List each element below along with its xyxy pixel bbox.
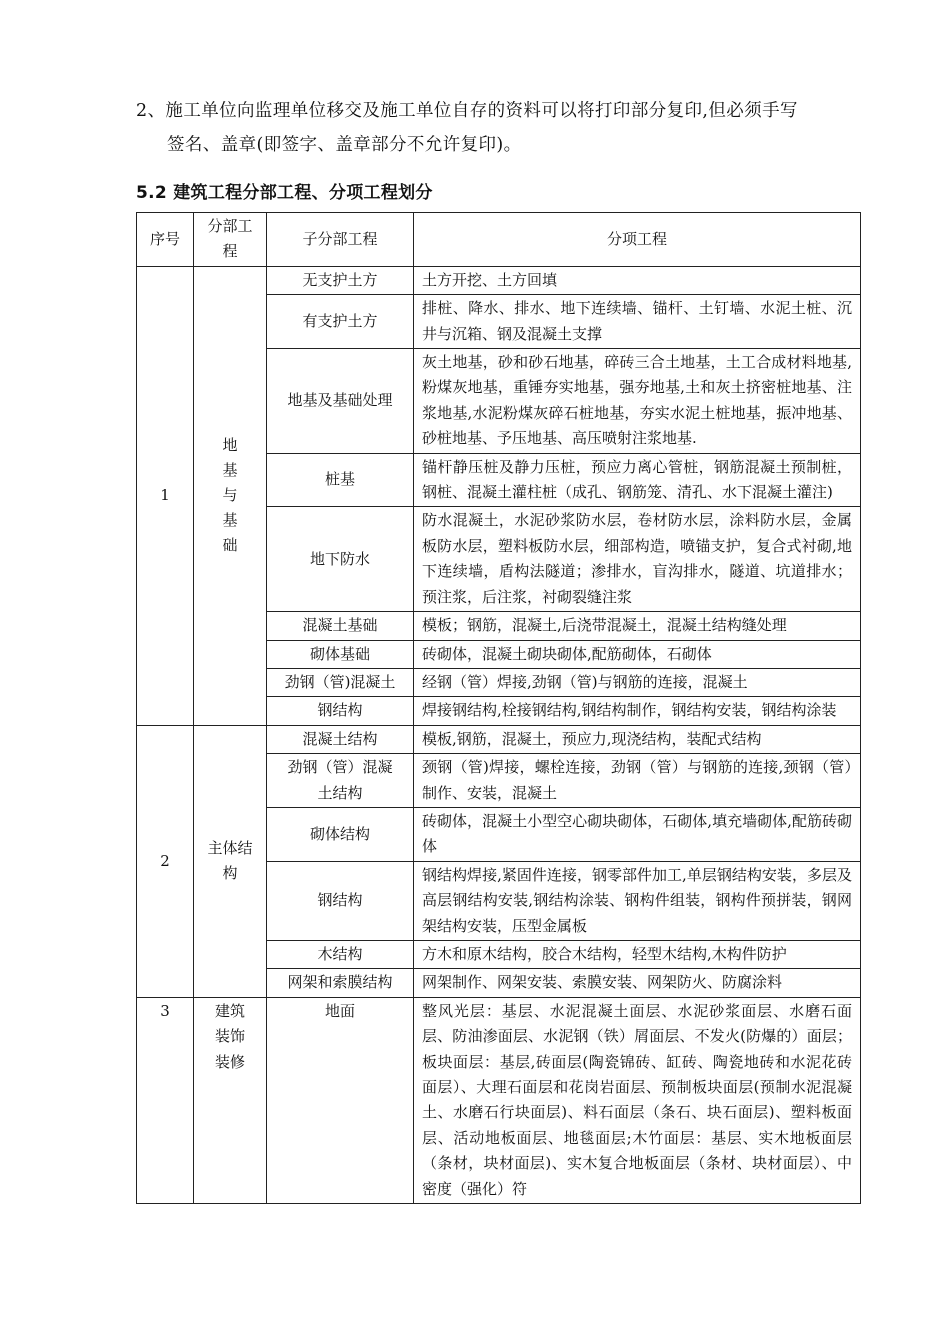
header-division: 分部工程	[194, 213, 267, 267]
group-1-division	[194, 266, 267, 725]
subdivision-cell: 劲钢（管)混凝土	[267, 668, 414, 696]
items-cell: 砖砌体，混凝土小型空心砌块砌体，石砌体,填充墙砌体,配筋砖砌体	[414, 807, 861, 861]
subdivision-cell: 有支护土方	[267, 295, 414, 349]
group-2-no: 2	[137, 725, 194, 997]
header-items: 分项工程	[414, 213, 861, 267]
subdivision-cell: 木结构	[267, 940, 414, 968]
subdivision-cell: 地下防水	[267, 507, 414, 612]
intro-paragraph	[136, 94, 866, 162]
section-heading: 5.2 建筑工程分部工程、分项工程划分	[136, 183, 433, 203]
subdivision-cell: 钢结构	[267, 697, 414, 725]
items-cell: 砖砌体，混凝土砌块砌体,配筋砌体，石砌体	[414, 640, 861, 668]
group-2-division: 主体结构	[194, 725, 267, 997]
items-cell: 经钢（管）焊接,劲钢（管)与钢筋的连接，混凝土	[414, 668, 861, 696]
group-3-no: 3	[137, 997, 194, 1203]
items-cell: 钢结构焊接,紧固件连接，钢零部件加工,单层钢结构安装，多层及高层钢结构安装,钢结构涂装、钢构件组装，钢构件预拼装，钢网架结构安装，压型金属板	[414, 861, 861, 940]
group-3-division: 建筑装饰装修	[194, 997, 267, 1203]
header-no: 序号	[137, 213, 194, 267]
items-cell: 防水混凝土，水泥砂浆防水层，卷材防水层，涂料防水层，金属板防水层，塑料板防水层，细部构造，喷锚支护，复合式衬砌,地下连续墙，盾构法隧道；渗排水，盲沟排水，隧道、坑道排水；预注浆，后注浆，衬砌裂缝注浆	[414, 507, 861, 612]
subdivision-cell: 网架和索膜结构	[267, 969, 414, 997]
table-row	[137, 725, 861, 753]
table-header-row	[137, 213, 861, 267]
group-1-no: 1	[137, 266, 194, 725]
items-cell: 土方开挖、土方回填	[414, 266, 861, 294]
items-cell: 模板；钢筋，混凝土,后浇带混凝土，混凝土结构缝处理	[414, 612, 861, 640]
intro-line-1: 2、施工单位向监理单位移交及施工单位自存的资料可以将打印部分复印,但必须手写	[136, 101, 798, 121]
subdivision-cell: 混凝土基础	[267, 612, 414, 640]
items-cell: 灰土地基，砂和砂石地基，碎砖三合土地基，土工合成材料地基,粉煤灰地基，重锤夯实地基，强夯地基,土和灰土挤密桩地基、注浆地基,水泥粉煤灰碎石桩地基，夯实水泥土桩地基，振冲地基、砂桩地基、予压地基、高压喷射注浆地基.	[414, 349, 861, 454]
group-1-division-label: 地基与基础	[222, 436, 238, 555]
subdivision-cell: 砌体基础	[267, 640, 414, 668]
intro-line-2: 签名、盖章(即签字、盖章部分不允许复印)。	[167, 135, 522, 155]
items-cell: 网架制作、网架安装、索膜安装、网架防火、防腐涂料	[414, 969, 861, 997]
items-cell: 锚杆静压桩及静力压桩，预应力离心管桩，钢筋混凝土预制桩，钢桩、混凝土灌柱桩（成孔、钢筋笼、清孔、水下混凝土灌注)	[414, 453, 861, 507]
subdivision-cell: 无支护土方	[267, 266, 414, 294]
items-cell: 颈钢（管)焊接，螺栓连接，劲钢（管）与钢筋的连接,颈钢（管）制作、安装，混凝土	[414, 754, 861, 808]
subdivision-cell: 桩基	[267, 453, 414, 507]
items-cell: 焊接钢结构,栓接钢结构,钢结构制作，钢结构安装，钢结构涂装	[414, 697, 861, 725]
table-row	[137, 997, 861, 1203]
subdivision-cell: 地基及基础处理	[267, 349, 414, 454]
items-cell: 排桩、降水、排水、地下连续墙、锚杆、土钉墙、水泥土桩、沉井与沉箱、钢及混凝土支撑	[414, 295, 861, 349]
items-cell: 模板,钢筋，混凝土，预应力,现浇结构，装配式结构	[414, 725, 861, 753]
division-table	[136, 212, 861, 1204]
subdivision-cell: 钢结构	[267, 861, 414, 940]
table-row	[137, 266, 861, 294]
subdivision-cell: 混凝土结构	[267, 725, 414, 753]
header-subdivision: 子分部工程	[267, 213, 414, 267]
subdivision-cell: 劲钢（管）混凝土结构	[267, 754, 414, 808]
items-cell: 整风光层：基层、水泥混凝土面层、水泥砂浆面层、水磨石面层、防油渗面层、水泥钢（铁）屑面层、不发火(防爆的）面层；板块面层：基层,砖面层(陶瓷锦砖、缸砖、陶瓷地砖和水泥花砖面层）、大理石面层和花岗岩面层、预制板块面层(预制水泥混凝土、水磨石行块面层)、料石面层（条石、块石面层)、塑料板面层、活动地板面层、地毯面层;木竹面层：基层、实木地板面层（条材，块材面层)、实木复合地板面层（条材、块材面层）、中密度（强化）符	[414, 997, 861, 1203]
subdivision-cell: 地面	[267, 997, 414, 1203]
subdivision-cell: 砌体结构	[267, 807, 414, 861]
items-cell: 方木和原木结构，胶合木结构，轻型木结构,木构件防护	[414, 940, 861, 968]
